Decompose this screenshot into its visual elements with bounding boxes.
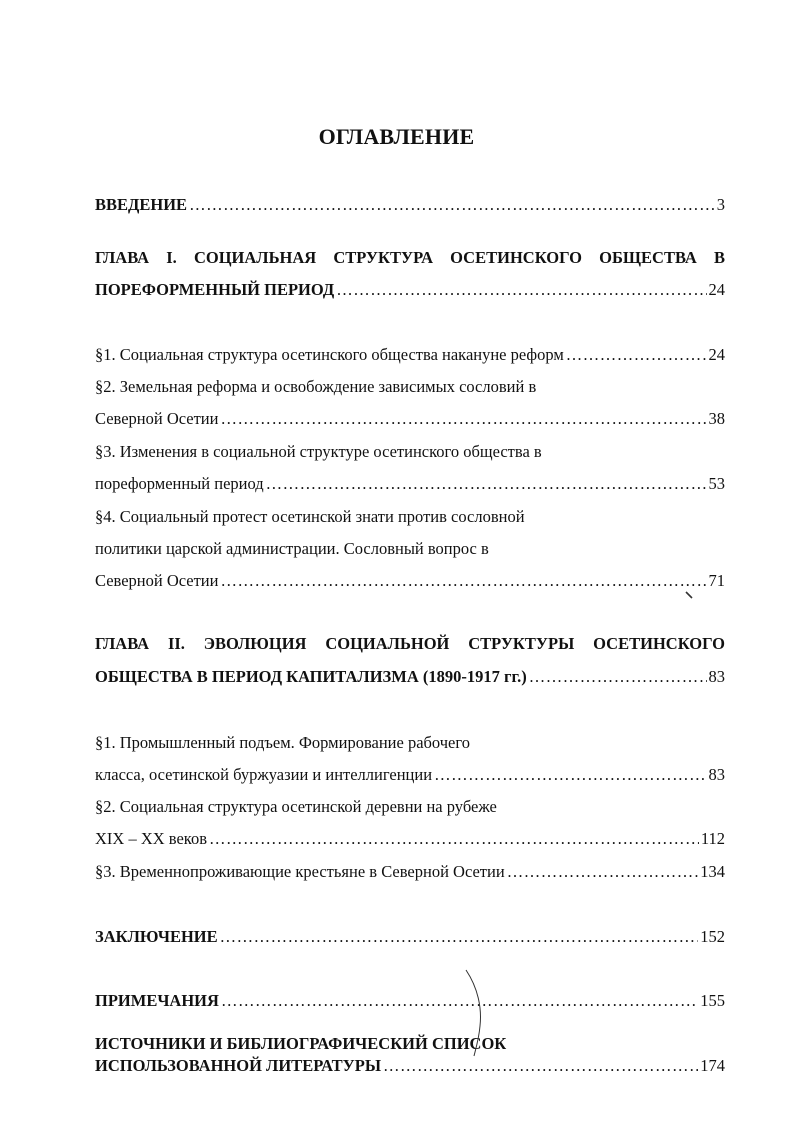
- toc-sources-line-1: ИСТОЧНИКИ И БИБЛИОГРАФИЧЕСКИЙ СПИСОК: [95, 1034, 507, 1053]
- toc-page-number: 53: [708, 474, 725, 493]
- toc-entry-label: класса, осетинской буржуазии и интеллигенции: [95, 765, 433, 784]
- dot-leader: [266, 473, 707, 495]
- toc-page-number: 3: [716, 195, 725, 214]
- toc-entry-ch1-s2: [95, 408, 725, 430]
- toc-page-number: 38: [708, 409, 725, 428]
- dot-leader: [209, 828, 699, 850]
- toc-entry-label: XIX – XX веков: [95, 829, 208, 848]
- toc-entry-ch1-s1: [95, 344, 725, 366]
- toc-entry-ch1-s3: [95, 473, 725, 495]
- dot-leader: [566, 344, 707, 366]
- pen-stroke-mark: [460, 968, 500, 1058]
- toc-entry-notes: [95, 990, 725, 1012]
- toc-page-number: 24: [708, 345, 725, 364]
- toc-ch2-s2-line-1: §2. Социальная структура осетинской деревни на рубеже: [95, 797, 497, 816]
- toc-entry-label: Северной Осетии: [95, 409, 219, 428]
- toc-ch1-s4-line-1: §4. Социальный протест осетинской знати против сословной: [95, 507, 525, 526]
- toc-entry-ch2-s2: [95, 828, 725, 850]
- toc-page-number: 112: [700, 829, 725, 848]
- toc-ch2-s1-line-1: §1. Промышленный подъем. Формирование рабочего: [95, 733, 470, 752]
- scan-speck-mark: [684, 590, 696, 602]
- toc-entry-ch2-s1: [95, 764, 725, 786]
- toc-chapter-1-title-line-1: ГЛАВА I. СОЦИАЛЬНАЯ СТРУКТУРА ОСЕТИНСКОГО ОБЩЕСТВА В: [95, 248, 725, 267]
- toc-entry-label: §1. Социальная структура осетинского общества накануне реформ: [95, 345, 564, 364]
- toc-entry-sources: [95, 1055, 725, 1077]
- toc-page-number: 134: [700, 862, 725, 881]
- toc-chapter-2-title-line-1: ГЛАВА II. ЭВОЛЮЦИЯ СОЦИАЛЬНОЙ СТРУКТУРЫ ОСЕТИНСКОГО: [95, 634, 725, 653]
- toc-entry-chapter-1: [95, 279, 725, 301]
- toc-entry-label: Северной Осетии: [95, 571, 219, 590]
- toc-entry-ch1-s4: [95, 570, 725, 592]
- toc-page-number: 174: [700, 1056, 725, 1075]
- toc-entry-label: пореформенный период: [95, 474, 264, 493]
- toc-entry-label: ПРИМЕЧАНИЯ: [95, 991, 219, 1010]
- toc-page-number: 152: [700, 927, 725, 946]
- dot-leader: [336, 279, 706, 301]
- dot-leader: [220, 570, 706, 592]
- toc-entry-label: ИСПОЛЬЗОВАННОЙ ЛИТЕРАТУРЫ: [95, 1056, 382, 1075]
- dot-leader: [529, 666, 707, 688]
- toc-entry-label: ЗАКЛЮЧЕНИЕ: [95, 927, 218, 946]
- dot-leader: [220, 926, 699, 948]
- page-title: ОГЛАВЛЕНИЕ: [318, 124, 475, 149]
- toc-page-number: 83: [708, 667, 725, 686]
- toc-entry-label: ВВЕДЕНИЕ: [95, 195, 188, 214]
- dot-leader: [507, 861, 699, 883]
- toc-ch1-s3-line-1: §3. Изменения в социальной структуре осетинского общества в: [95, 442, 542, 461]
- dot-leader: [383, 1055, 698, 1077]
- toc-page-number: 83: [708, 765, 725, 784]
- toc-page-number: 155: [700, 991, 725, 1010]
- toc-entry-ch2-s3: [95, 861, 725, 883]
- toc-page-number: 24: [708, 280, 725, 299]
- dot-leader: [434, 764, 706, 786]
- toc-entry-label: ПОРЕФОРМЕННЫЙ ПЕРИОД: [95, 280, 335, 299]
- toc-entry-label: ОБЩЕСТВА В ПЕРИОД КАПИТАЛИЗМА (1890-1917 гг.): [95, 667, 527, 686]
- toc-entry-label: §3. Временнопроживающие крестьяне в Северной Осетии: [95, 862, 505, 881]
- dot-leader: [189, 194, 715, 216]
- toc-page-number: 71: [708, 571, 725, 590]
- toc-entry-chapter-2: [95, 666, 725, 688]
- toc-ch1-s2-line-1: §2. Земельная реформа и освобождение зависимых сословий в: [95, 377, 537, 396]
- toc-entry-conclusion: [95, 926, 725, 948]
- dot-leader: [220, 408, 706, 430]
- toc-entry-introduction: [95, 194, 725, 216]
- toc-ch1-s4-line-2: политики царской администрации. Сословный вопрос в: [95, 539, 489, 558]
